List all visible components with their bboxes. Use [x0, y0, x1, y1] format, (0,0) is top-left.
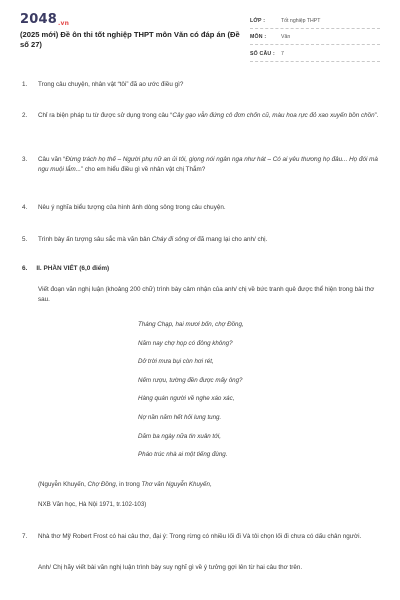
text-part: ”. — [374, 112, 379, 119]
poem-line: Hàng quán người về nghe xáo xác, — [138, 395, 235, 403]
question-6-prompt: Viết đoạn văn nghị luận (khoảng 200 chữ) trình bày cảm nhận của anh/ chị về bức tranh quê được thể hiện trong bài thơ sau. — [38, 286, 375, 304]
question-3 — [20, 155, 380, 175]
question-number: 1. — [22, 81, 28, 88]
question-number: 6. — [22, 265, 28, 272]
meta-row-count — [250, 47, 380, 62]
page-header — [0, 0, 400, 60]
text-part: , in trong — [115, 481, 142, 488]
quoted-text: Đừng trách họ thế – Người phụ nữ an ủi tôi, giọng nói ngân nga như hát – Có ai yêu thương họ đâu... Họ đói mà ngu muội lắm... — [38, 156, 378, 174]
meta-key: LỚP : — [250, 17, 266, 24]
meta-value: 7 — [281, 50, 284, 57]
question-number: 3. — [22, 156, 28, 163]
question-number: 7. — [22, 533, 28, 540]
question-number: 2. — [22, 112, 28, 119]
question-1 — [20, 80, 380, 90]
text-part: ” cho em hiểu điều gì về nhân vật chị Thắm? — [81, 166, 206, 174]
text-part: (Nguyễn Khuyến, — [38, 481, 88, 488]
poem-line: Dở trời mưa bụi còn hơi rét, — [138, 358, 214, 366]
poem-line: Dăm ba ngày nữa tin xuân tới, — [138, 432, 221, 440]
poem-line: Pháo trúc nhà ai một tiếng đùng. — [138, 451, 228, 459]
meta-value: Tốt nghiệp THPT — [281, 17, 321, 24]
exam-meta — [250, 14, 380, 62]
text-part: Chỉ ra biện pháp tu từ được sử dụng trong câu “ — [38, 112, 173, 119]
poem-line: Nợ nần năm hết hỏi lung tung. — [138, 413, 222, 421]
question-7 — [20, 532, 380, 542]
text-part: đã mang lại cho anh/ chị. — [195, 236, 268, 243]
question-7-task: Anh/ Chị hãy viết bài văn nghị luận trình bày suy nghĩ gì về ý tưởng gợi lên từ hai câu thơ trên. — [38, 564, 303, 571]
question-text — [38, 111, 380, 121]
question-text — [38, 155, 380, 175]
text-part: , — [209, 481, 212, 488]
logo-number: 2048 — [20, 12, 57, 27]
question-text: Nêu ý nghĩa biểu tượng của hình ảnh dòng sông trong câu chuyện. — [38, 204, 226, 211]
question-number: 5. — [22, 236, 28, 243]
question-5 — [20, 235, 380, 245]
poem-source-line-2: NXB Văn học, Hà Nội 1971, tr.102-103) — [38, 501, 147, 508]
meta-value: Văn — [281, 34, 291, 41]
work-title: Chợ Đồng — [87, 481, 116, 488]
book-title: Thơ văn Nguyễn Khuyến — [141, 481, 210, 488]
section-heading — [20, 265, 109, 272]
poem-line: Năm nay chợ họp có đông không? — [138, 339, 233, 347]
question-4 — [20, 203, 380, 213]
meta-row-subject — [250, 31, 380, 46]
quoted-text: Cháy đi sông ơi — [151, 236, 196, 243]
text-part: Trình bày ấn tượng sâu sắc mà văn bản — [38, 236, 152, 243]
meta-key: MÔN : — [250, 34, 267, 41]
question-number: 4. — [22, 204, 28, 211]
meta-key: SỐ CÂU : — [250, 50, 275, 57]
question-text: Trong câu chuyện, nhân vật “tôi” đã ao ước điều gì? — [38, 81, 184, 88]
poem-line: Nếm rượu, tường đền được mấy ông? — [138, 376, 243, 384]
logo-suffix: .vn — [57, 20, 70, 27]
poem-line: Tháng Chạp, hai mươi bốn, chợ Đồng, — [138, 321, 244, 328]
meta-row-class — [250, 14, 380, 29]
site-logo[interactable] — [20, 12, 69, 27]
quoted-text: Cây gạo vẫn đứng cô đơn chốn cũ, màu hoa rực đỏ xao xuyến bồn chồn — [172, 112, 375, 119]
question-text — [38, 235, 380, 245]
section-label: II. PHẦN VIẾT (6,0 điểm) — [36, 265, 110, 272]
document-title: (2025 mới) Đề ôn thi tốt nghiệp THPT môn Văn có đáp án (Đề số 27) — [20, 30, 240, 49]
question-2 — [20, 111, 380, 121]
poem-source-line-1 — [38, 480, 383, 490]
poem — [138, 320, 378, 469]
text-part: Câu văn “ — [38, 156, 66, 163]
question-text: Nhà thơ Mỹ Robert Frost có hai câu thơ, đại ý: Trong rừng có nhiều lối đi Và tôi chọn lối đi chưa có dấu chân người. — [38, 533, 362, 540]
